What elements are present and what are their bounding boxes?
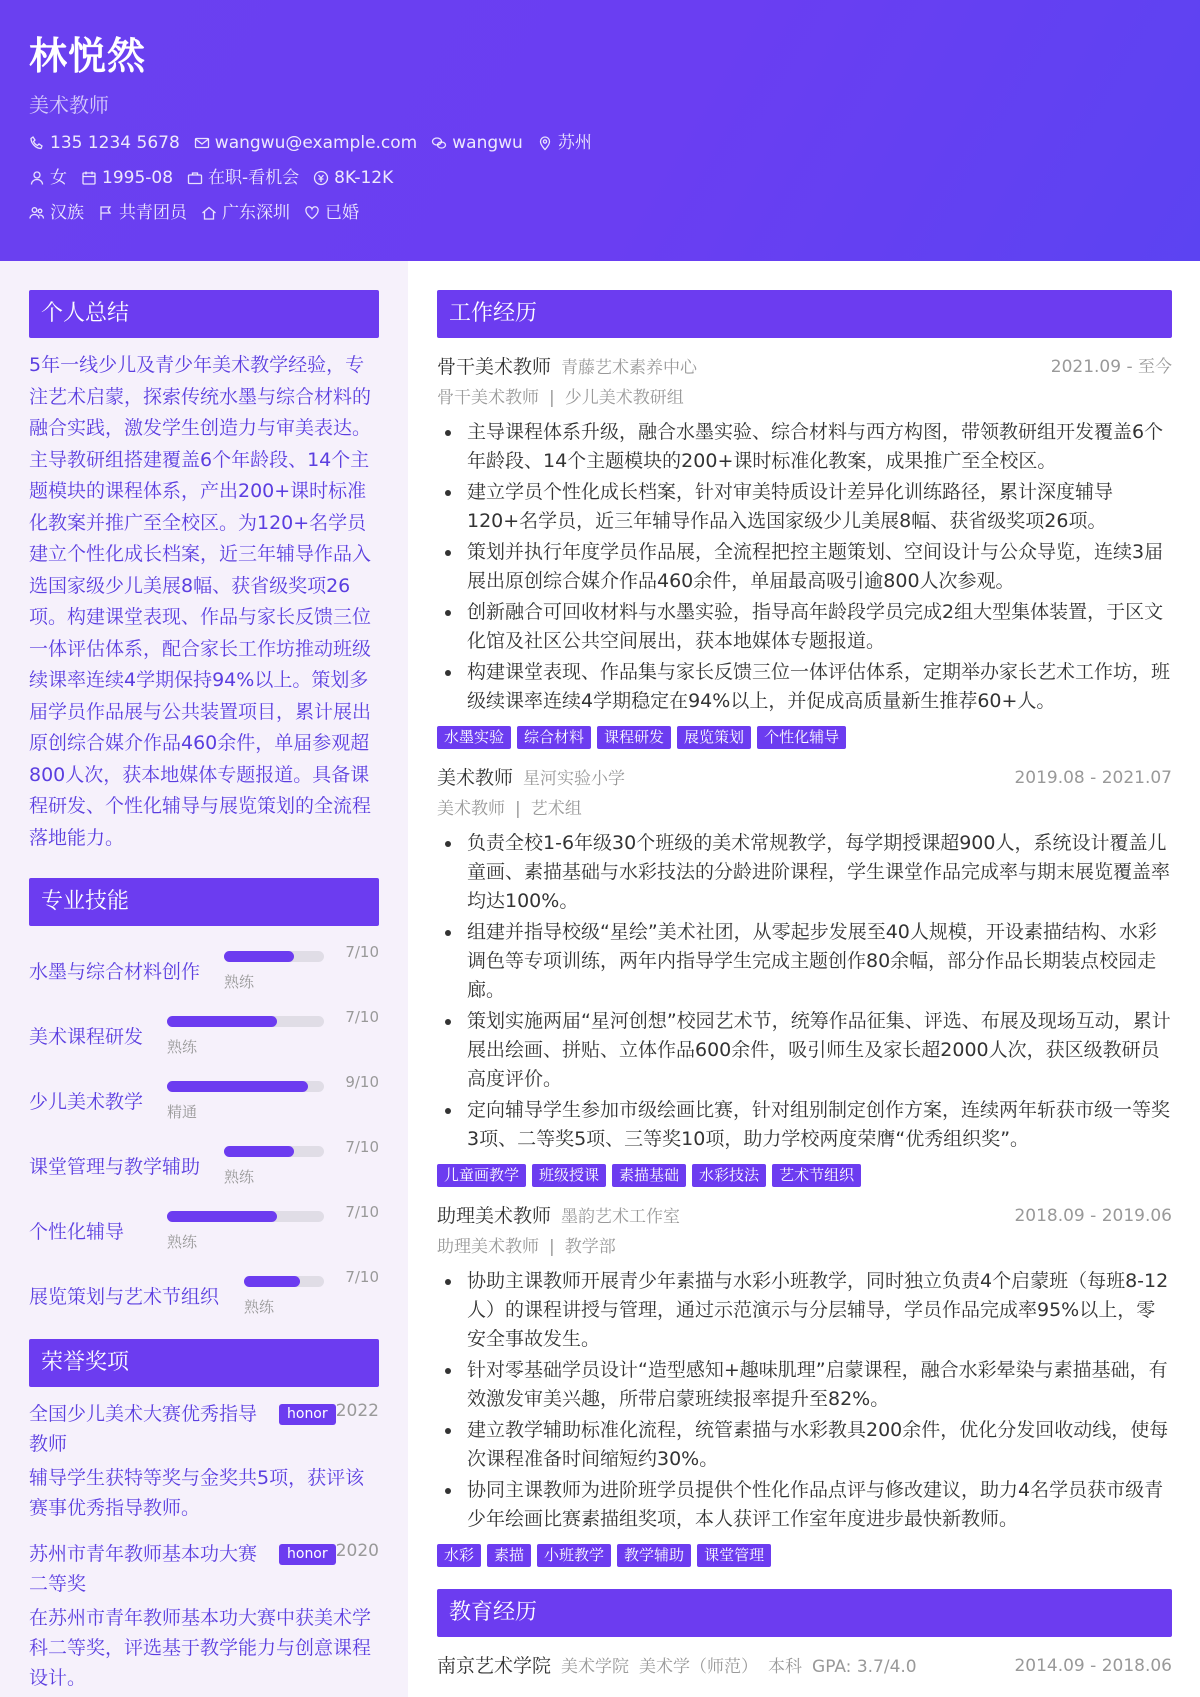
user-icon [29,170,45,186]
skill-bar-fill [224,951,294,962]
tag: 水墨实验 [437,726,511,749]
skill-item [29,1199,379,1264]
tag: 儿童画教学 [437,1164,526,1187]
skill-name: 水墨与综合材料创作 [29,961,201,983]
city-info: 苏州 [537,132,592,154]
contact-row [29,132,1171,154]
job-bullet: 协助主课教师开展青少年素描与水彩小班教学，同时独立负责4个启蒙班（每班8-12人）的课程讲授与管理，通过示范演示与分层辅导，学员作品完成率95%以上，零安全事故发生。 [467,1267,1172,1354]
extra-info-row [29,202,1171,224]
job-bullet: 创新融合可回收材料与水墨实验，指导高年龄段学员完成2组大型集体装置，于区文化馆及社区公共空间展出，获本地媒体专题报道。 [467,598,1172,656]
job-date: 2018.09 - 2019.06 [1014,1206,1172,1226]
salary-info: 8K-12K [313,167,393,189]
phone-icon [29,135,45,151]
skill-level: 熟练 [167,1233,198,1251]
skill-bar [224,951,324,962]
skill-name: 个性化辅导 [29,1221,125,1243]
honor-title: 全国少儿美术大赛优秀指导教师 [29,1403,258,1455]
skill-bar [167,1211,324,1222]
edu-date: 2014.09 - 2018.06 [1014,1656,1172,1676]
job-company: 青藤艺术素养中心 [561,358,698,378]
skill-score: 9/10 [345,1073,379,1091]
job-bullets [437,829,1172,1154]
skill-name: 少儿美术教学 [29,1091,144,1113]
skill-bar-fill [167,1211,277,1222]
job-bullet: 协同主课教师为进阶班学员提供个性化作品点评与修改建议，助力4名学员获市级青少年绘画比赛素描组奖项，本人获评工作室年度进步最快新教师。 [467,1476,1172,1534]
honor-item [29,1399,379,1523]
job-bullet: 建立学员个性化成长档案，针对审美特质设计差异化训练路径，累计深度辅导120+名学员，近三年辅导作品入选国家级少儿美展8幅、获省级奖项26项。 [467,478,1172,536]
tag: 课程研发 [597,726,671,749]
home-icon [201,205,217,221]
skill-item [29,1004,379,1069]
resume-header [0,0,1200,261]
tag: 素描 [487,1544,531,1567]
tag: 素描基础 [612,1164,686,1187]
skill-bar-fill [224,1146,294,1157]
work-title: 工作经历 [437,290,1172,338]
skill-level: 熟练 [244,1298,275,1316]
calendar-icon [81,170,97,186]
tag: 小班教学 [537,1544,611,1567]
skill-bar-fill [167,1081,308,1092]
skill-level: 精通 [167,1103,198,1121]
job-bullets [437,418,1172,716]
candidate-name: 林悦然 [29,34,147,78]
skill-bar-fill [244,1276,300,1287]
edu-school: 南京艺术学院 [437,1655,552,1677]
location-icon [537,135,553,151]
skill-item [29,1069,379,1134]
job-entry [437,1201,1172,1567]
skill-bar-fill [167,1016,277,1027]
tag: 艺术节组织 [772,1164,861,1187]
job-tags [437,1544,1172,1567]
gender-info: 女 [29,167,67,189]
skill-level: 熟练 [224,973,255,991]
skill-level: 熟练 [224,1168,255,1186]
honors-title: 荣誉奖项 [29,1339,379,1387]
honor-badge: honor [279,1544,336,1565]
job-entry [437,763,1172,1187]
flag-icon [98,205,114,221]
job-title: 助理美术教师 [437,1205,552,1227]
job-entry [437,352,1172,749]
job-date: 2019.08 - 2021.07 [1014,768,1172,788]
tag: 个性化辅导 [757,726,846,749]
skill-bar [167,1081,324,1092]
wechat-info: wangwu [431,132,523,154]
job-bullets [437,1267,1172,1534]
honor-desc: 在苏州市青年教师基本功大赛中获美术学科二等奖，评选基于教学能力与创意课程设计。 [29,1607,372,1689]
left-column [0,261,408,1697]
basic-info-row [29,167,1171,189]
tag: 水彩技法 [692,1164,766,1187]
job-company: 墨韵艺术工作室 [561,1207,681,1227]
education-title: 教育经历 [437,1589,1172,1637]
education-entry [437,1651,1172,1681]
skill-item [29,939,379,1004]
hometown-info: 广东深圳 [201,202,290,224]
mail-icon [194,135,210,151]
summary-title: 个人总结 [29,290,379,338]
skill-score: 7/10 [345,1203,379,1221]
edu-gpa: GPA: 3.7/4.0 [812,1657,917,1677]
birth-info: 1995-08 [81,167,173,189]
edu-college: 美术学院 [561,1657,630,1677]
tag: 课堂管理 [697,1544,771,1567]
skill-bar [244,1276,324,1287]
job-bullet: 建立教学辅助标准化流程，统管素描与水彩教具200余件，优化分发回收动线，使每次课程准备时间缩短约30%。 [467,1416,1172,1474]
job-bullet: 负责全校1-6年级30个班级的美术常规教学，每学期授课超900人，系统设计覆盖儿童画、素描基础与水彩技法的分龄进阶课程，学生课堂作品完成率与期末展览覆盖率均达100%。 [467,829,1172,916]
job-sub: 美术教师 | 艺术组 [437,799,582,819]
skill-name: 展览策划与艺术节组织 [29,1286,220,1308]
heart-icon [304,205,320,221]
job-bullet: 策划实施两届“星河创想”校园艺术节，统筹作品征集、评选、布展及现场互动，累计展出绘画、拼贴、立体作品600余件，吸引师生及家长超2000人次，获区级教研员高度评价。 [467,1007,1172,1094]
tag: 展览策划 [677,726,751,749]
edu-major: 美术学（师范） [639,1657,759,1677]
ethnicity-info: 汉族 [29,202,84,224]
edu-degree: 本科 [768,1657,803,1677]
marital-info: 已婚 [304,202,359,224]
tag: 综合材料 [517,726,591,749]
honor-badge: honor [279,1404,336,1425]
job-sub: 骨干美术教师 | 少儿美术教研组 [437,388,684,408]
people-icon [29,205,45,221]
wechat-icon [431,135,447,151]
skill-score: 7/10 [345,1008,379,1026]
phone-info: 135 1234 5678 [29,132,180,154]
briefcase-icon [187,170,203,186]
tag: 教学辅助 [617,1544,691,1567]
honors-list [29,1399,379,1693]
skill-score: 7/10 [345,1138,379,1156]
job-tags [437,1164,1172,1187]
job-company: 星河实验小学 [523,769,626,789]
skill-bar [224,1146,324,1157]
tag: 水彩 [437,1544,481,1567]
honor-desc: 辅导学生获特等奖与金奖共5项，获评该赛事优秀指导教师。 [29,1467,365,1519]
job-tags [437,726,1172,749]
skill-item [29,1134,379,1199]
job-bullet: 构建课堂表现、作品集与家长反馈三位一体评估体系，定期举办家长艺术工作坊，班级续课率连续4学期稳定在94%以上，并促成高质量新生推荐60+人。 [467,658,1172,716]
politics-info: 共青团员 [98,202,187,224]
money-icon [313,170,329,186]
job-bullet: 定向辅导学生参加市级绘画比赛，针对组别制定创作方案，连续两年斩获市级一等奖3项、二等奖5项、三等奖10项，助力学校两度荣膺“优秀组织奖”。 [467,1096,1172,1154]
job-title: 美术教师 [437,767,514,789]
job-bullet: 主导课程体系升级，融合水墨实验、综合材料与西方构图，带领教研组开发覆盖6个年龄段、14个主题模块的200+课时标准化教案，成果推广至全校区。 [467,418,1172,476]
job-date: 2021.09 - 至今 [1050,357,1172,377]
honor-year: 2020 [335,1541,379,1561]
email-info: wangwu@example.com [194,132,417,154]
honor-item [29,1539,379,1693]
skills-title: 专业技能 [29,878,379,926]
job-bullet: 组建并指导校级“星绘”美术社团，从零起步发展至40人规模，开设素描结构、水彩调色等专项训练，两年内指导学生完成主题创作80余幅，部分作品长期装点校园走廊。 [467,918,1172,1005]
skills-list [29,939,379,1329]
skill-score: 7/10 [345,1268,379,1286]
job-title: 骨干美术教师 [437,356,552,378]
right-column [437,261,1172,1697]
job-bullet: 策划并执行年度学员作品展，全流程把控主题策划、空间设计与公众导览，连续3届展出原创综合媒介作品460余件，单届最高吸引逾800人次参观。 [467,538,1172,596]
skill-name: 美术课程研发 [29,1026,144,1048]
skill-score: 7/10 [345,943,379,961]
skill-name: 课堂管理与教学辅助 [29,1156,201,1178]
status-info: 在职-看机会 [187,167,299,189]
job-sub: 助理美术教师 | 教学部 [437,1237,616,1257]
skill-level: 熟练 [167,1038,198,1056]
summary-text: 5年一线少儿及青少年美术教学经验，专注艺术启蒙，探索传统水墨与综合材料的融合实践，激发学生创造力与审美表达。主导教研组搭建覆盖6个年龄段、14个主题模块的课程体系，产出200+课时标准化教案并推广至全校区。为120+名学员建立个性化成长档案，近三年辅导作品入选国家级少儿美展8幅、获省级奖项26项。构建课堂表现、作品与家长反馈三位一体评估体系，配合家长工作坊推动班级续课率连续4学期保持94%以上。策划多届学员作品展与公共装置项目，累计展出原创综合媒介作品460余件，单届参观超800人次，获本地媒体专题报道。具备课程研发、个性化辅导与展览策划的全流程落地能力。 [29,354,372,849]
skill-bar [167,1016,324,1027]
honor-title: 苏州市青年教师基本功大赛二等奖 [29,1543,258,1595]
tag: 班级授课 [532,1164,606,1187]
honor-year: 2022 [335,1401,379,1421]
skill-item [29,1264,379,1329]
candidate-role: 美术教师 [29,93,109,117]
job-bullet: 针对零基础学员设计“造型感知+趣味肌理”启蒙课程，融合水彩晕染与素描基础，有效激发审美兴趣，所带启蒙班续报率提升至82%。 [467,1356,1172,1414]
